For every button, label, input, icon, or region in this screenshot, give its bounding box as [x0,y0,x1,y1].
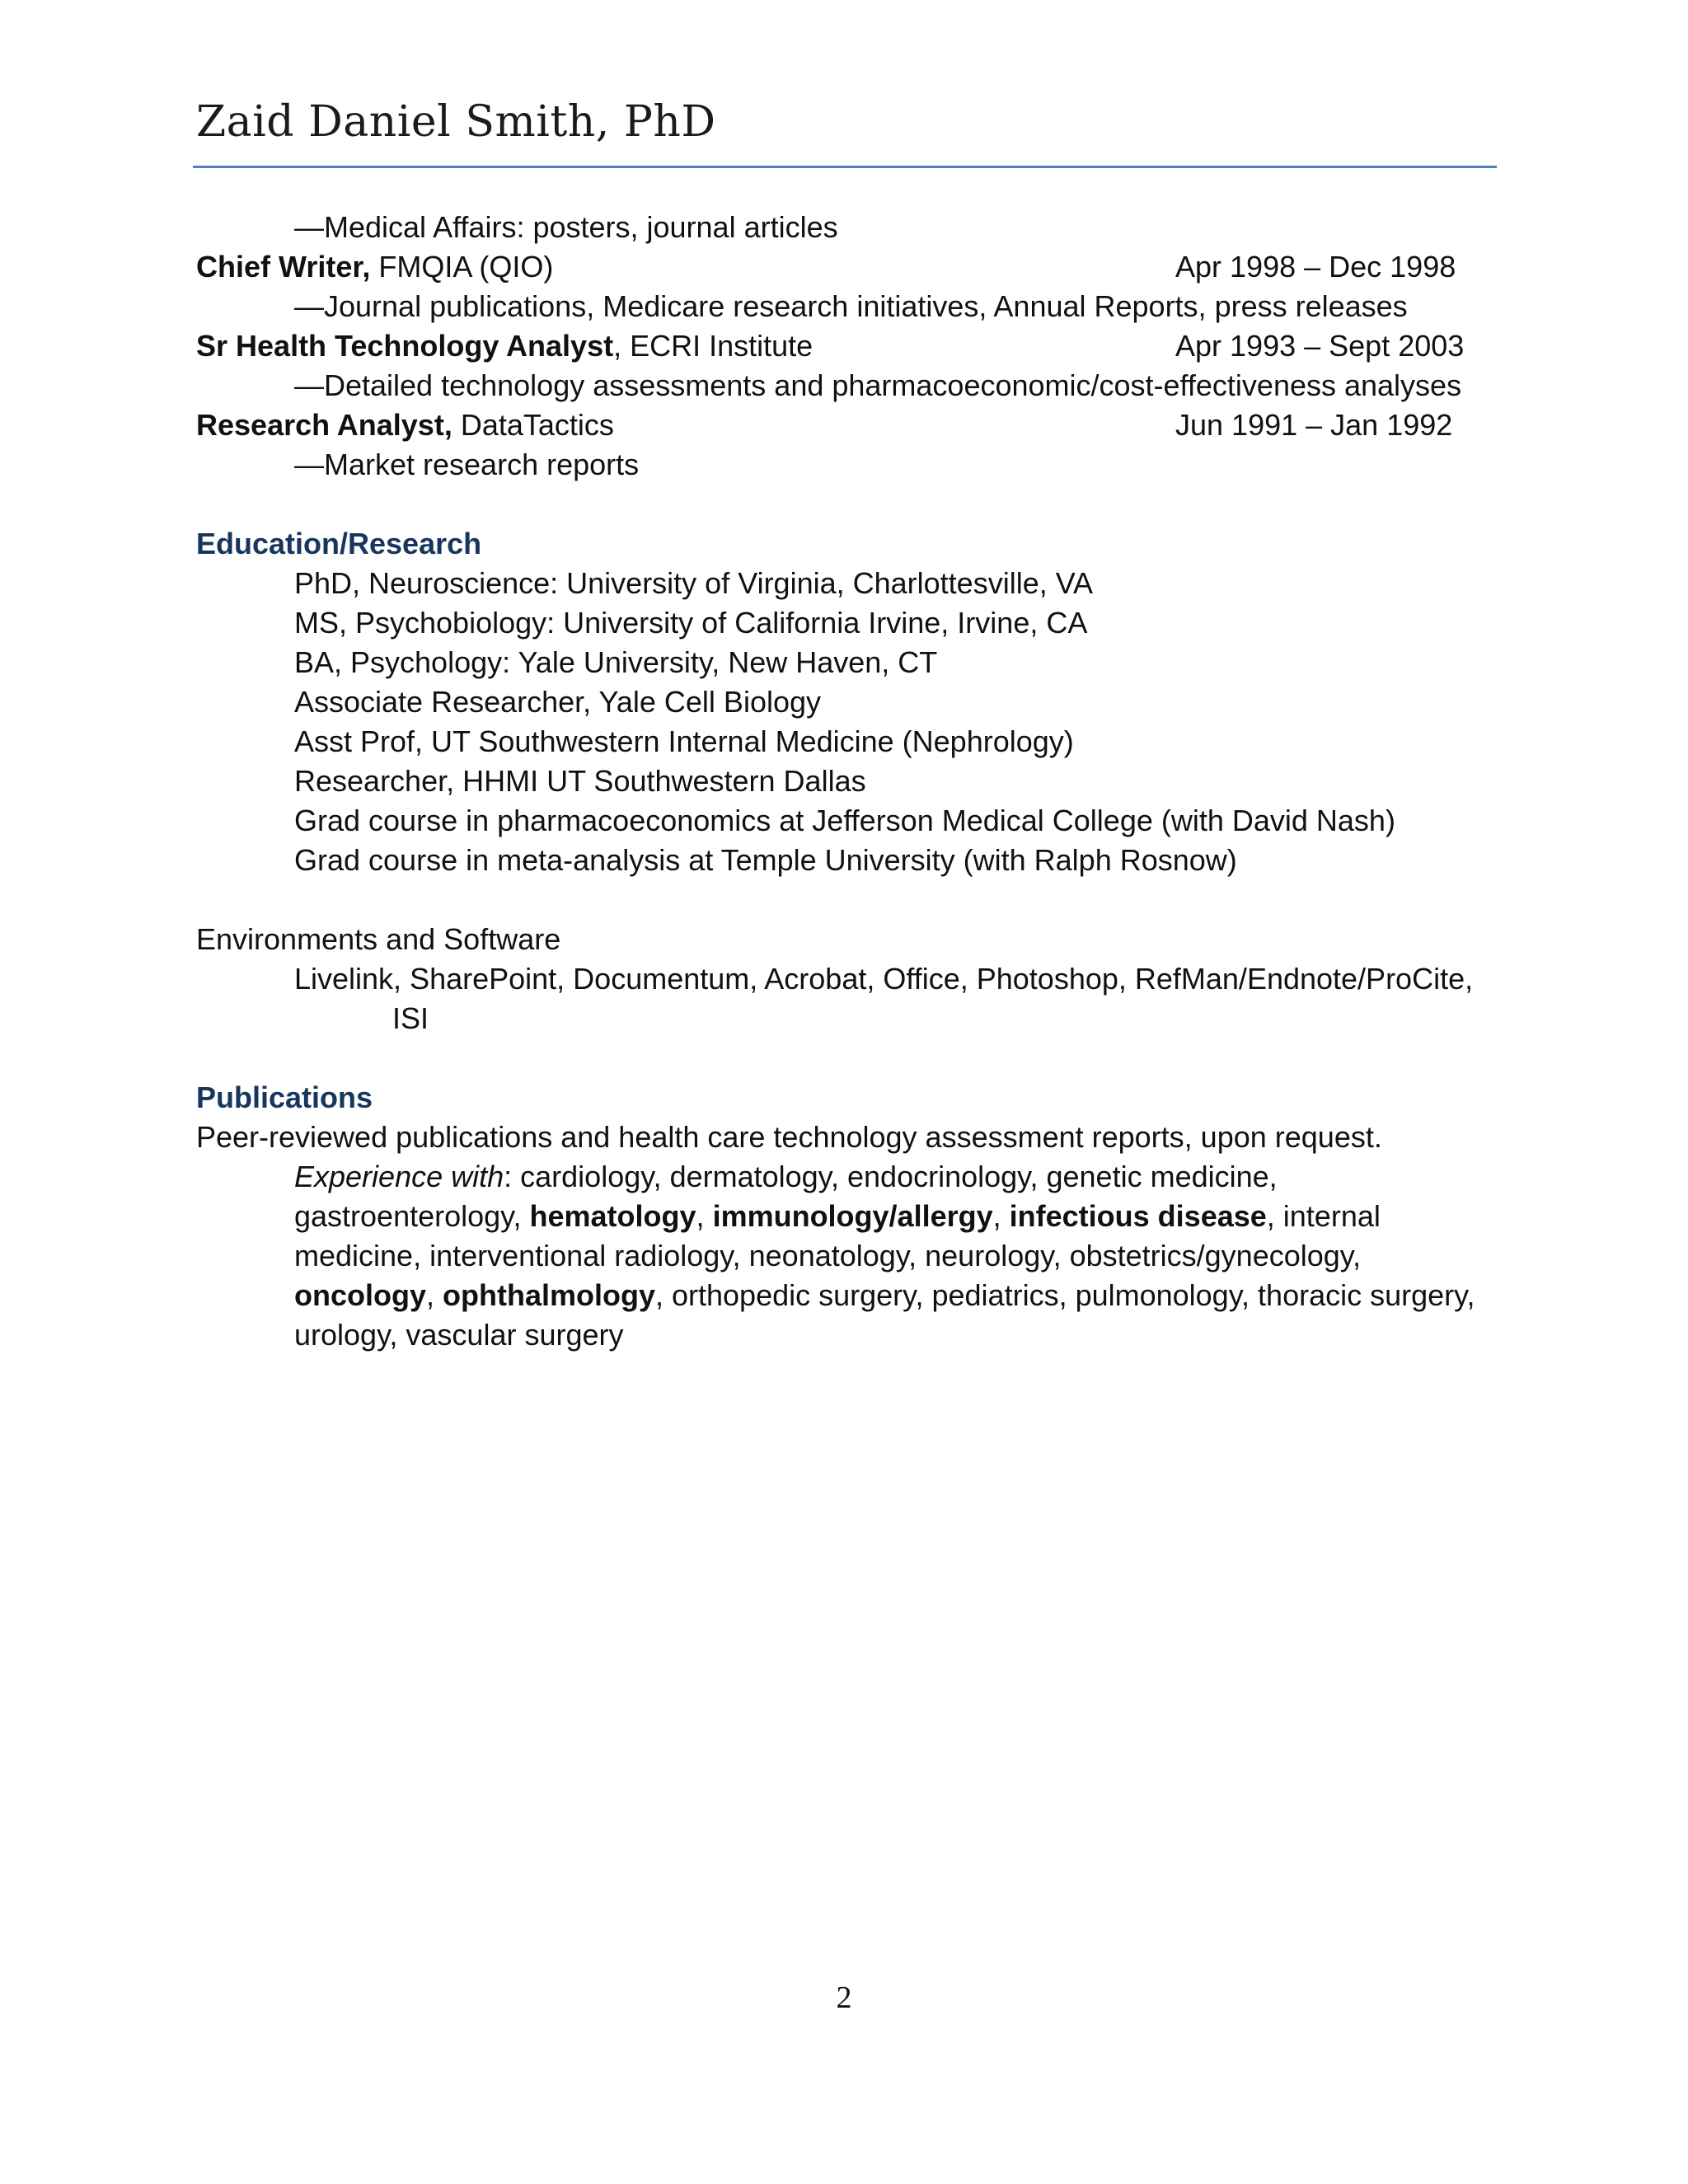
environments-list: Livelink, SharePoint, Documentum, Acrobat, Office, Photoshop, RefMan/Endnote/ProCite, [294,962,1474,996]
page-number: 2 [836,1980,852,2015]
job-title: Research Analyst, [196,408,452,442]
experience-with-label: Experience with [294,1160,504,1193]
specialty-highlight: ophthalmology [443,1278,655,1312]
specialty-highlight: infectious disease [1009,1199,1267,1233]
page-header-name: Zaid Daniel Smith, PhD [196,97,716,147]
job-description: —Detailed technology assessments and pharmacoeconomic/cost-effectiveness analyses [294,368,1462,402]
publications-intro: Peer-reviewed publications and health care technology assessment reports, upon request. [196,1120,1382,1154]
education-item: Associate Researcher, Yale Cell Biology [294,685,821,719]
specialties-line [294,1277,1475,1314]
specialties-line: medicine, interventional radiology, neonatology, neurology, obstetrics/gynecology, [294,1239,1362,1272]
specialty-highlight: immunology/allergy [712,1199,993,1233]
education-item: MS, Psychobiology: University of California Irvine, Irvine, CA [294,606,1088,640]
environments-list-continued: ISI [392,1001,429,1035]
specialty-text: gastroenterology, [294,1199,530,1233]
education-item: BA, Psychology: Yale University, New Haven, CT [294,645,938,679]
specialty-text: , [696,1199,713,1233]
job-title: Chief Writer, [196,250,371,284]
job-title-line [196,249,553,285]
header-divider [193,166,1497,168]
environments-heading: Environments and Software [196,922,561,956]
job-dates: Jun 1991 – Jan 1992 [1175,408,1453,442]
specialty-text: , internal [1266,1199,1381,1233]
specialty-highlight: hematology [529,1199,696,1233]
job-org: DataTactics [452,408,614,442]
specialties-line: urology, vascular surgery [294,1318,624,1352]
education-item: Grad course in meta-analysis at Temple University (with Ralph Rosnow) [294,843,1237,877]
job-description: —Journal publications, Medicare research initiatives, Annual Reports, press releases [294,289,1408,323]
experience-with-text: : cardiology, dermatology, endocrinology, genetic medicine, [504,1160,1278,1193]
specialties-line [294,1198,1381,1235]
education-item: PhD, Neuroscience: University of Virginia, Charlottesville, VA [294,566,1094,600]
job-dates: Apr 1993 – Sept 2003 [1175,329,1465,363]
job-dates: Apr 1998 – Dec 1998 [1175,250,1456,284]
specialty-text: , [426,1278,443,1312]
medical-affairs-note: —Medical Affairs: posters, journal articles [294,210,838,244]
job-title: Sr Health Technology Analyst [196,329,614,363]
publications-heading: Publications [196,1080,373,1114]
specialty-text: , orthopedic surgery, pediatrics, pulmonology, thoracic surgery, [655,1278,1475,1312]
education-heading: Education/Research [196,527,482,560]
job-title-line [196,407,614,443]
experience-with-line [294,1159,1278,1195]
education-item: Asst Prof, UT Southwestern Internal Medicine (Nephrology) [294,724,1074,758]
job-title-line [196,328,813,364]
job-org: , ECRI Institute [613,329,814,363]
specialty-text: , [992,1199,1010,1233]
job-description: —Market research reports [294,448,640,481]
education-item: Researcher, HHMI UT Southwestern Dallas [294,764,866,798]
specialty-highlight: oncology [294,1278,426,1312]
education-item: Grad course in pharmacoeconomics at Jefferson Medical College (with David Nash) [294,804,1395,837]
job-org: FMQIA (QIO) [370,250,554,284]
